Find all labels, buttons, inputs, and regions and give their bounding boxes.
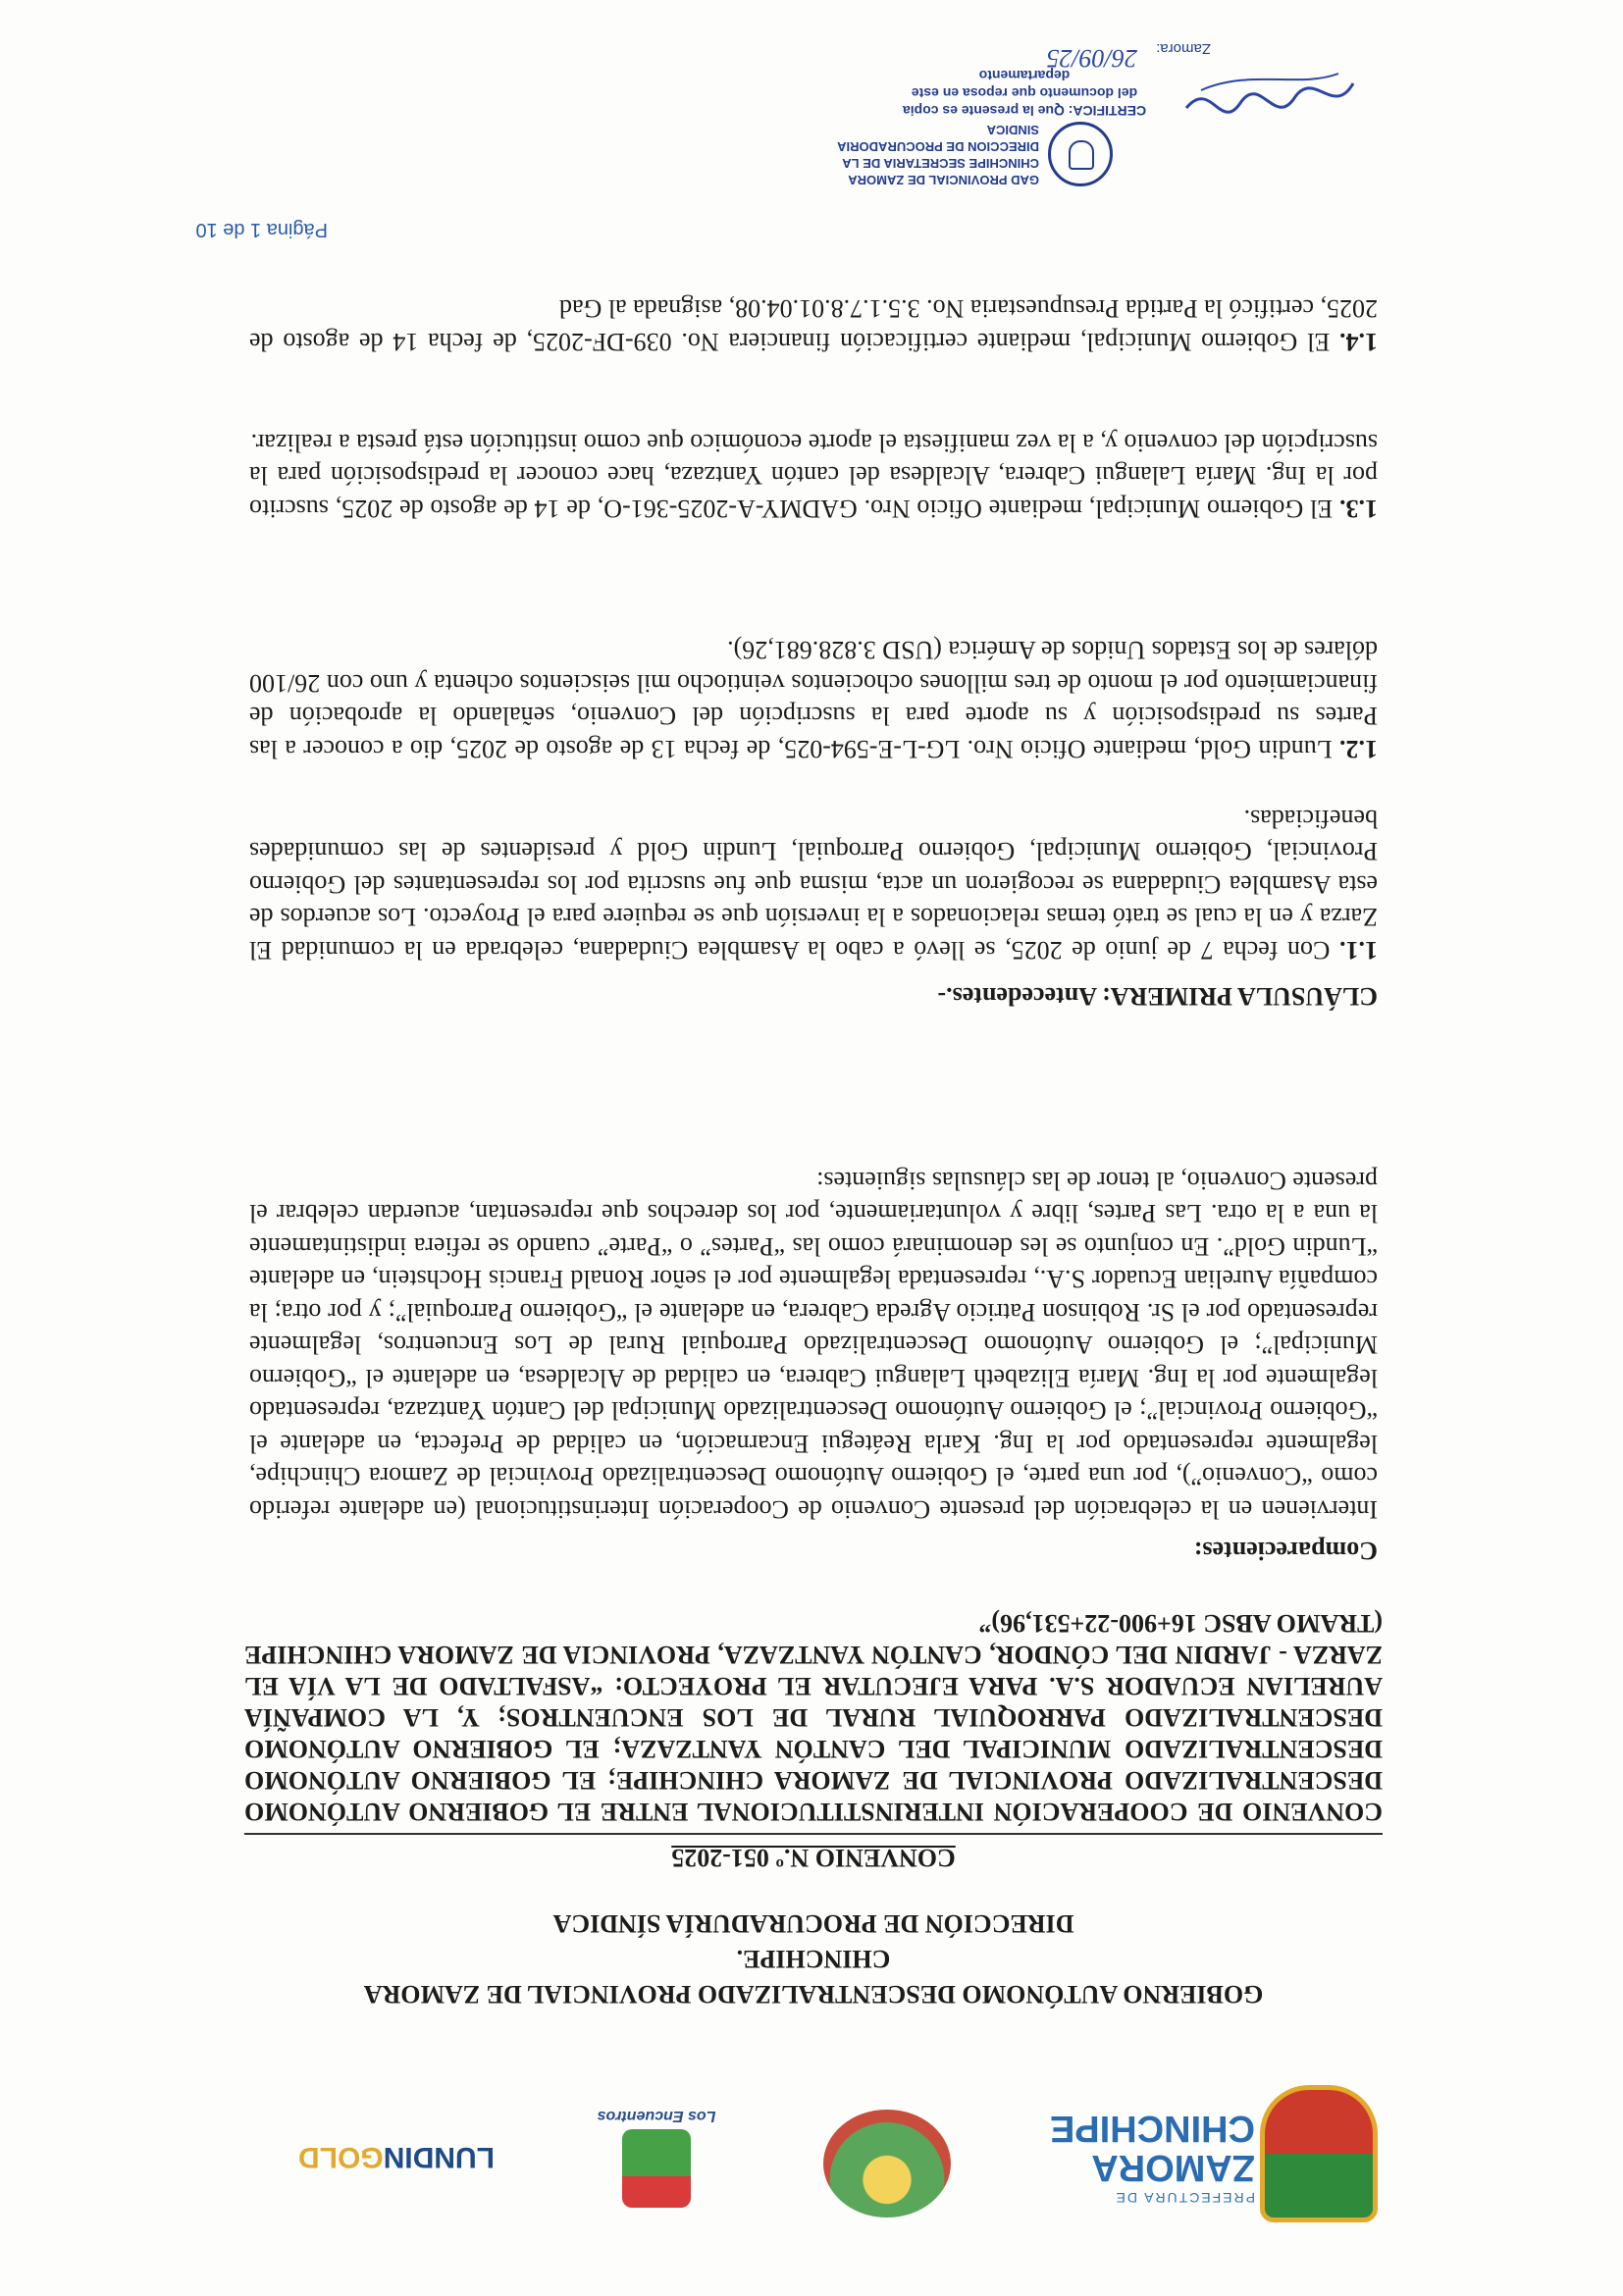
- antecedente-1-3: [249, 427, 1378, 526]
- stamp-city: Zamora:: [1156, 40, 1211, 57]
- stamp-certification: CERTIFICA: Que la presente es copia del documento que reposa en este departamento: [902, 68, 1147, 119]
- prefectura-de-text: PREFECTURA DE: [1114, 2190, 1255, 2206]
- clausula-primera-heading: CLÁUSULA PRIMERA: Antecedentes.-: [937, 982, 1378, 1011]
- stamp-date: 26/09/25: [1046, 44, 1137, 73]
- los-encuentros-text: Los Encuentros: [597, 2108, 716, 2124]
- gold-text: GOLD: [298, 2141, 384, 2173]
- item-text: Con fecha 7 de junio de 2025, se llevó a cabo la Asamblea Ciudadana, celebrada en la comunidad El Zarza y en la cual se trató temas relacionados a la inversión que se requiere para el Proyecto. Los acuerdos de esta Asamblea Ciudadana se recogieron un acta, misma que fue suscrita por los representantes del Gobierno Provincial, Gobierno Municipal, Gobierno Parroquial, Lundin Gold y presidentes de las comunidades beneficiadas.: [249, 805, 1378, 965]
- header-line-3: DIRECCIÓN DE PROCURADURÍA SÍNDICA: [552, 1909, 1074, 1938]
- lundin-text: LUNDIN: [383, 2141, 495, 2173]
- page-number: Página 1 de 10: [195, 219, 328, 240]
- provincial-shield-icon: [1260, 2085, 1378, 2222]
- zamora-text: ZAMORA: [1091, 2147, 1255, 2188]
- signature-icon: [1181, 59, 1358, 128]
- item-number: 1.2.: [1339, 735, 1378, 763]
- item-number: 1.3.: [1339, 495, 1378, 523]
- item-text: El Gobierno Municipal, mediante Oficio Nro. GADMY-A-2025-361-O, de 14 de agosto de 2025, suscrito por la Ing. María Lalangui Cabrera, Alcaldesa del cantón Yantzaza, hace conocer la predisposición para la suscripción del convenio y, a la vez manifiesta el aporte económico que como institución está presta a realizar.: [248, 429, 1378, 523]
- convenio-number: CONVENIO N.º 051-2025: [671, 1844, 956, 1872]
- document-header: [249, 1905, 1378, 2011]
- logo-bar: [249, 2080, 1378, 2227]
- antecedente-1-4: [249, 292, 1378, 358]
- item-number: 1.4.: [1339, 328, 1378, 356]
- lundin-gold-logo: [239, 2036, 495, 2173]
- item-text: El Gobierno Municipal, mediante certificación financiera No. 039-DF-2025, de fecha 14 de agosto de 2025, certificó la Partida Presupuestaria No. 3.5.1.7.8.01.04.08, asignada al Gad: [249, 294, 1378, 356]
- header-line-2: CHINCHIPE.: [736, 1945, 891, 1973]
- stamp-seal-icon: [1048, 122, 1113, 186]
- antecedente-1-1: [249, 803, 1378, 967]
- canton-emblem-icon: [823, 2110, 951, 2218]
- comparecientes-heading: Comparecientes:: [1193, 1537, 1378, 1565]
- stamp-organization: GAD PROVINCIAL DE ZAMORA CHINCHIPE SECRETARIA DE LA DIRECCION DE PROCURADORIA SINDICA: [837, 123, 1039, 187]
- intro-paragraph: Intervienen en la celebración del presente Convenio de Cooperación Interinstitucional (en adelante referido como “Convenio”), por una parte, el Gobierno Autónomo Descentralizado Provincial de Zamora Chinchipe, legalmente representado por la Ing. Karla Reátegui Encarnación, en calidad de Prefecta, en adelante el “Gobierno Provincial”; el Gobierno Autónomo Descentralizado Municipal del Cantón Yantzaza, representado legalmente por la Ing. María Elizabeth Lalangui Cabrera, en calidad de Alcaldesa, en adelante el “Gobierno Municipal”; el Gobierno Autónomo Descentralizado Parroquial Rural de Los Encuentros, legalmente representado por el Sr. Robinson Patricio Agreda Cabrera, en adelante el “Gobierno Parroquial”; y por otra; la compañía Aurelian Ecuador S.A., representada legalmente por el señor Ronald Francis Hochstein, en adelante “Lundin Gold”. En conjunto se les denominará como las “Partes” o “Parte” cuando se refiera indistintamente la una a la otra. Las Partes, libre y voluntariamente, por los derechos que representan, acuerdan celebrar el presente Convenio, al tenor de las cláusulas siguientes:: [249, 1167, 1378, 1524]
- chinchipe-text: CHINCHIPE: [1049, 2108, 1255, 2149]
- header-line-1: GOBIERNO AUTÓNOMO DESCENTRALIZADO PROVINCIAL DE ZAMORA: [363, 1980, 1264, 2009]
- los-encuentros-logo: [573, 2090, 740, 2227]
- parish-emblem-icon: [622, 2129, 691, 2208]
- certification-stamp: [789, 25, 1358, 196]
- canton-yantzaza-logo: [818, 2090, 956, 2227]
- convenio-title: CONVENIO DE COOPERACIÓN INTERINSTITUCIONAL ENTRE EL GOBIERNO AUTÓNOMO DESCENTRALIZADO PROVINCIAL DE ZAMORA CHINCHIPE; EL GOBIERNO AUTÓNOMO DESCENTRALIZADO MUNICIPAL DEL CANTÓN YANTZAZA; EL GOBIERNO AUTÓNOMO DESCENTRALIZADO PARROQUIAL RURAL DE LOS ENCUENTROS; Y, LA COMPAÑÍA AURELIAN ECUADOR S.A. PARA EJECUTAR EL PROYECTO: “ASFALTADO DE LA VÍA EL ZARZA - JARDIN DEL CÓNDOR, CANTÓN YANTZAZA, PROVINCIA DE ZAMORA CHINCHIPE (TRAMO ABSC 16+900-22+531,96)”: [244, 1609, 1383, 1826]
- antecedente-1-2: [249, 634, 1378, 765]
- title-rule: [244, 1833, 1383, 1835]
- item-number: 1.1.: [1339, 936, 1378, 965]
- item-text: Lundin Gold, mediante Oficio Nro. LG-L-E-594-025, de fecha 13 de agosto de 2025, dio a conocer a las Partes su predisposición y su aporte para la suscripción del Convenio, señalando la aprobación de financiamiento por el monto de tres millones ochocientos veintiocho mil seiscientos ochenta y uno con 26/100 dólares de los Estados Unidos de América (USD 3.828.681,26).: [249, 636, 1378, 763]
- prefectura-logo: [1049, 2090, 1378, 2227]
